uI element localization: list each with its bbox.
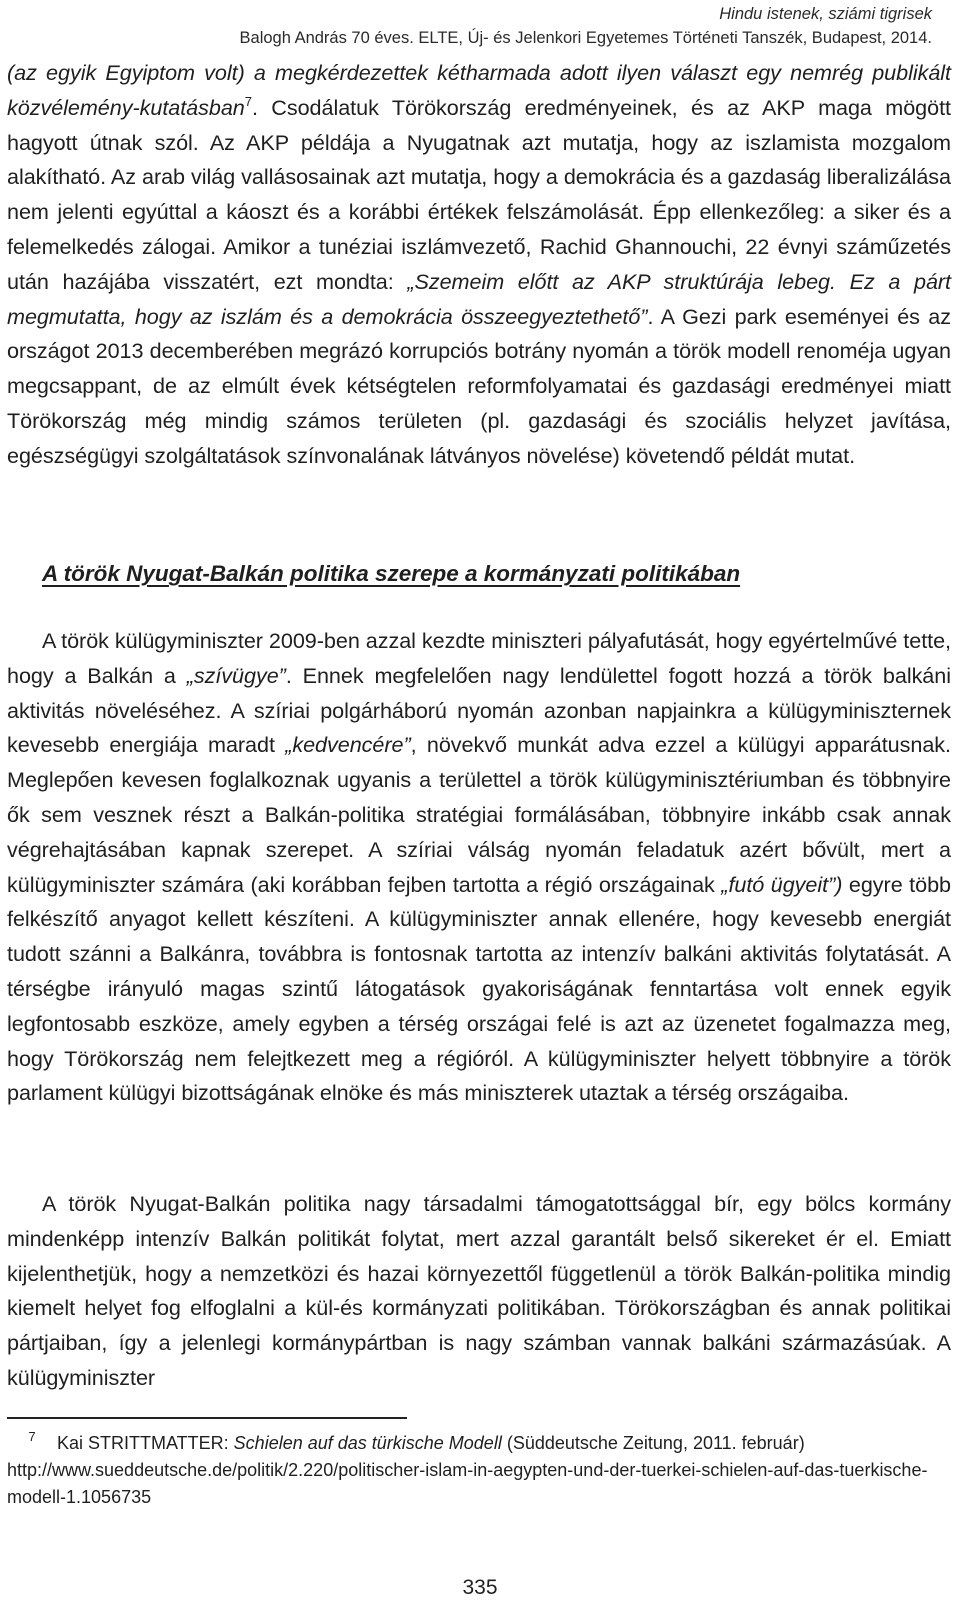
footnote-source: (Süddeutsche Zeitung, 2011. február): [501, 1433, 805, 1453]
paragraph-2-italic-b: „kedvencére”: [285, 732, 411, 758]
paragraph-2-text-c: , növekvő munkát adva ezzel a külügyi apparátusnak. Meglepően kevesen foglalkoznak ugyanis a területtel a török külügyminisztériumban és többnyire ők sem vesznek részt a Balkán-politika stratégiai formálásában, többnyire inkább csak annak végrehajtásában kapnak szerepet. A szíriai válság nyomán feladatuk azért bővült, mert a külügyminiszter számára (aki korábban fejben tartotta a régió országainak: [7, 732, 951, 897]
paragraph-2-text-a: A török külügyminiszter 2009-ben azzal kezdte miniszteri pályafutását, hogy egyértelművé tette, hogy a Balkán a: [7, 628, 951, 688]
paragraph-2-text-b: . Ennek megfelelően nagy lendülettel fogott hozzá a török balkáni aktivitás növeléséhez. A szíriai polgárháború nyomán azonban napjainkra a külügyminiszternek kevesebb energiája maradt: [7, 662, 951, 758]
paragraph-1: [7, 56, 951, 474]
header-book-title: Hindu istenek, sziámi tigrisek: [719, 5, 932, 23]
paragraph-2-text-d: egyre több felkészítő anyagot kellett készíteni. A külügyminiszter annak ellenére, hogy kevesebb energiát tudott szánni a Balkánra, továbbra is fontosnak tartotta az intenzív balkáni aktivitás folytatását. A térségbe irányuló magas szintű látogatások gyakoriságának fenntartása volt ennek egyik legfontosabb eszköze, amely egyben a térség országai felé is azt az üzenetet fogalmazza meg, hogy Törökország nem felejtkezett meg a régióról. A külügyminiszter helyett többnyire a török parlament külügyi bizottságának elnöke és más miniszterek utaztak a térség országaiba.: [7, 871, 951, 1106]
ghannouchi-quote: „Szemeim előtt az AKP struktúrája lebeg. Ez a párt megmutatta, hogy az iszlám és a demokrácia összeegyeztethető”: [7, 268, 952, 329]
page-number: 335: [462, 1576, 498, 1599]
paragraph-3: A török Nyugat-Balkán politika nagy társadalmi támogatottsággal bír, egy bölcs kormány mindenképp intenzív Balkán politikát folytat, mert azzal garantált belső sikereket ér el. Emiatt kijelenthetjük, hogy a nemzetközi és hazai környezettől függetlenül a török Balkán-politika mindig kiemelt helyet fog elfoglalni a kül-és kormányzati politikában. Törökországban és annak politikai pártjaiban, így a jelenlegi kormánypártban is nagy számban vannak balkáni származásúak. A külügyminiszter: [7, 1191, 951, 1390]
footnote-title: Schielen auf das türkische Modell: [233, 1433, 502, 1453]
paragraph-1-text-end: . A Gezi park eseményei és az országot 2013 decemberében megrázó korrupciós botrány nyomán a török modell renoméja ugyan megcsappant, de az elmúlt évek kétségtelen reformfolyamatai és gazdasági eredményei miatt Törökország még mindig számos területen (pl. gazdasági és szociális helyzet javítása, egészségügyi szolgáltatások színvonalának látványos növelése) követendő példát mutat.: [7, 303, 951, 468]
footnote: 7 Kai STRITTMATTER: Schielen auf das türkische Modell (Süddeutsche Zeitung, 2011. február) http://www.sueddeutsche.de/politik/2.220/politischer-islam-in-aegypten-und-der-tuerkei-schielen-auf-das-tuerkische-modell-1.1056735: [7, 1430, 951, 1511]
header-publication-info: Balogh András 70 éves. ELTE, Új- és Jelenkori Egyetemes Történeti Tanszék, Budapest, 2014.: [239, 29, 932, 47]
paragraph-2: [7, 624, 951, 1111]
paragraph-1-text: . Csodálatuk Törökország eredményeinek, és az AKP maga mögött hagyott útnak szól. Az AKP példája a Nyugatnak azt mutatja, hogy az iszlamista mozgalom alakítható. Az arab világ vallásosainak azt mutatja, hogy a demokrácia és a gazdaság liberalizálása nem jelenti egyúttal a káoszt és a korábbi értékek felszámolását. Épp ellenkezőleg: a siker és a felemelkedés zálogai. Amikor a tunéziai iszlámvezető, Rachid Ghannouchi, 22 évnyi száműzetés után hazájába visszatért, ezt mondta:: [7, 94, 951, 294]
footnote-separator: [7, 1417, 407, 1419]
footnote-author: Kai STRITTMATTER:: [57, 1433, 234, 1453]
paragraph-1-italic-lead: (az egyik Egyiptom volt) a megkérdezettek kétharmada adott ilyen választ egy nemrég publikált közvélemény-kutatásban: [7, 60, 951, 120]
paragraph-2-italic-c: „futó ügyeit”): [721, 871, 843, 897]
paragraph-2-italic-a: „szívügye”: [186, 662, 286, 688]
footnote-reference[interactable]: 7: [244, 93, 252, 109]
running-header: [240, 2, 932, 50]
footnote-url-link[interactable]: http://www.sueddeutsche.de/politik/2.220/politischer-islam-in-aegypten-und-der-tuerkei-schielen-auf-das-tuerkische-modell-1.1056735: [7, 1460, 928, 1507]
section-heading: A török Nyugat-Balkán politika szerepe a kormányzati politikában: [42, 561, 741, 586]
